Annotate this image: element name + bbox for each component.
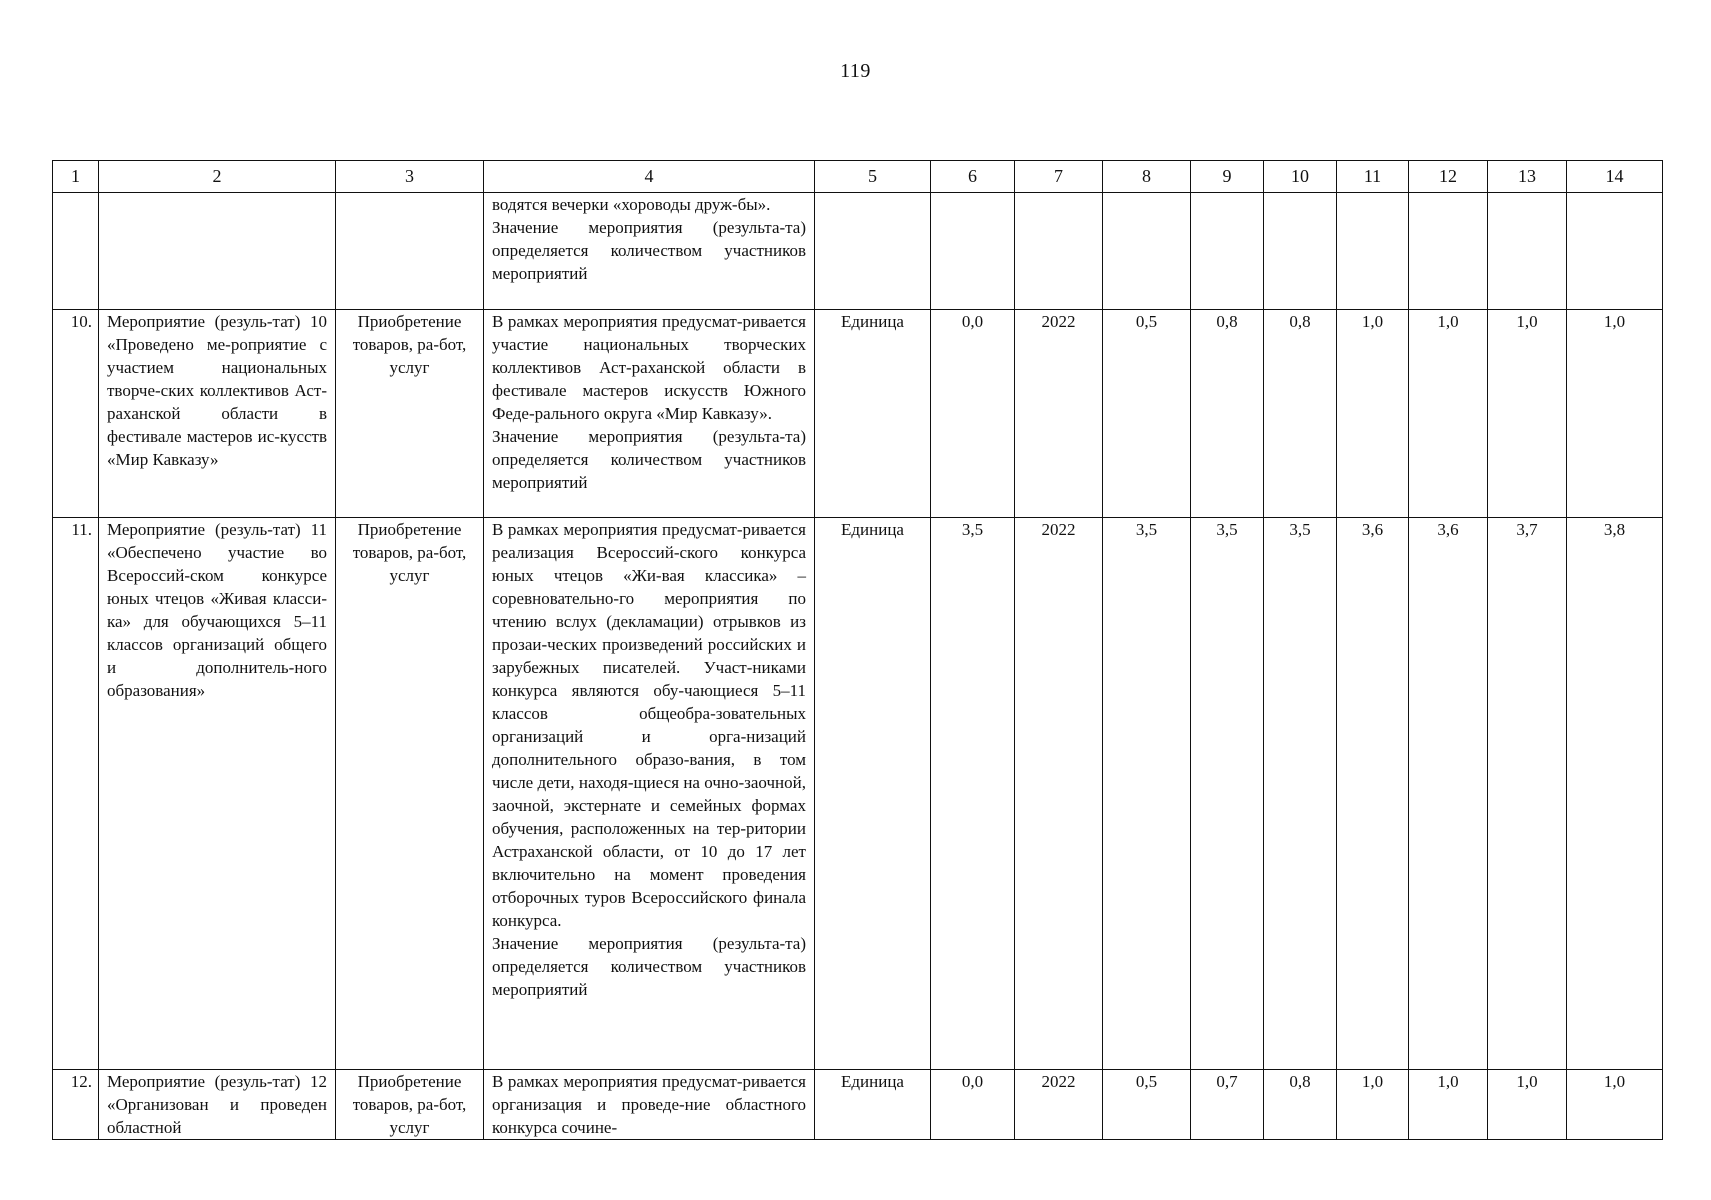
value-col-14: 1,0 [1567,310,1663,518]
measure-type: Приобретение товаров, ра-бот, услуг [336,1070,484,1140]
header-cell: 2 [99,161,336,193]
value-col-14: 1,0 [1567,1070,1663,1140]
base-value: 0,0 [931,1070,1015,1140]
value-col-8: 0,5 [1103,1070,1191,1140]
value-col-12: 1,0 [1409,310,1488,518]
measure-name: Мероприятие (резуль-тат) 10 «Проведено ме-роприятие с участием национальных творче-ских коллективов Аст-раханской области в фестивале мастеров ис-кусств «Мир Кавказу» [99,310,336,518]
measure-name [99,193,336,310]
value-col-11: 1,0 [1337,310,1409,518]
measure-type: Приобретение товаров, ра-бот, услуг [336,518,484,1070]
value-col-13: 1,0 [1488,1070,1567,1140]
measure-type [336,193,484,310]
header-cell: 9 [1191,161,1264,193]
value-col-13: 1,0 [1488,310,1567,518]
base-value: 0,0 [931,310,1015,518]
measure-name: Мероприятие (резуль-тат) 11 «Обеспечено участие во Всероссий-ском конкурсе юных чтецов «Живая класси-ка» для обучающихся 5–11 классов организаций общего и дополнитель-ного образования» [99,518,336,1070]
value-col-12 [1409,193,1488,310]
value-col-12: 3,6 [1409,518,1488,1070]
header-cell: 12 [1409,161,1488,193]
header-cell: 13 [1488,161,1567,193]
row-number: 10. [53,310,99,518]
value-col-10: 3,5 [1264,518,1337,1070]
header-cell: 7 [1015,161,1103,193]
description-paragraph: В рамках мероприятия предусмат-ривается организация и проведе-ние областного конкурса сочине- [492,1072,806,1137]
unit: Единица [815,310,931,518]
base-value: 3,5 [931,518,1015,1070]
value-col-8: 3,5 [1103,518,1191,1070]
value-col-9: 0,8 [1191,310,1264,518]
value-col-11: 3,6 [1337,518,1409,1070]
measure-description [484,518,815,1070]
row-number: 12. [53,1070,99,1140]
description-paragraph: Значение мероприятия (результа-та) определяется количеством участников мероприятий [492,934,806,999]
description-paragraph: Значение мероприятия (результа-та) определяется количеством участников мероприятий [492,427,806,492]
value-col-14 [1567,193,1663,310]
header-cell: 8 [1103,161,1191,193]
value-col-9: 3,5 [1191,518,1264,1070]
value-col-13 [1488,193,1567,310]
base-year: 2022 [1015,310,1103,518]
measure-type: Приобретение товаров, ра-бот, услуг [336,310,484,518]
header-cell: 5 [815,161,931,193]
description-paragraph: Значение мероприятия (результа-та) определяется количеством участников мероприятий [492,218,806,283]
value-col-11: 1,0 [1337,1070,1409,1140]
measure-description [484,1070,815,1140]
measure-name: Мероприятие (резуль-тат) 12 «Организован и проведен областной [99,1070,336,1140]
description-paragraph: В рамках мероприятия предусмат-ривается участие национальных творческих коллективов Аст-раханской области в фестивале мастеров искусств Южного Феде-рального округа «Мир Кавказу». [492,312,806,423]
measures-table [52,160,1663,1140]
unit: Единица [815,518,931,1070]
value-col-9 [1191,193,1264,310]
header-cell: 4 [484,161,815,193]
table-row [53,1070,1663,1140]
value-col-10: 0,8 [1264,310,1337,518]
value-col-14: 3,8 [1567,518,1663,1070]
unit: Единица [815,1070,931,1140]
header-row [53,161,1663,193]
base-year: 2022 [1015,518,1103,1070]
description-paragraph: водятся вечерки «хороводы друж-бы». [492,195,771,214]
header-cell: 14 [1567,161,1663,193]
value-col-8: 0,5 [1103,310,1191,518]
header-cell: 6 [931,161,1015,193]
value-col-9: 0,7 [1191,1070,1264,1140]
value-col-8 [1103,193,1191,310]
value-col-10: 0,8 [1264,1070,1337,1140]
value-col-11 [1337,193,1409,310]
header-cell: 1 [53,161,99,193]
value-col-10 [1264,193,1337,310]
base-year: 2022 [1015,1070,1103,1140]
header-cell: 3 [336,161,484,193]
table-row [53,310,1663,518]
header-cell: 10 [1264,161,1337,193]
table-row [53,518,1663,1070]
value-col-13: 3,7 [1488,518,1567,1070]
page-number: 119 [840,60,871,82]
base-value [931,193,1015,310]
description-paragraph: В рамках мероприятия предусмат-ривается реализация Всероссий-ского конкурса юных чтецов «Жи-вая классика» – соревновательно-го мероприятия по чтению вслух (декламации) отрывков из прозаи-ческих произведений российских и зарубежных писателей. Участ-никами конкурса являются обу-чающиеся 5–11 классов общеобра-зовательных организаций и орга-низаций дополнительного образо-вания, в том числе дети, находя-щиеся на очно-заочной, заочной, экстернате и семейных формах обучения, расположенных на тер-ритории Астраханской области, от 10 до 17 лет включительно на момент проведения отборочных туров Всероссийского финала конкурса. [492,520,806,930]
header-cell: 11 [1337,161,1409,193]
measure-description [484,310,815,518]
measure-description [484,193,815,310]
table-row [53,193,1663,310]
row-number [53,193,99,310]
value-col-12: 1,0 [1409,1070,1488,1140]
unit [815,193,931,310]
row-number: 11. [53,518,99,1070]
base-year [1015,193,1103,310]
